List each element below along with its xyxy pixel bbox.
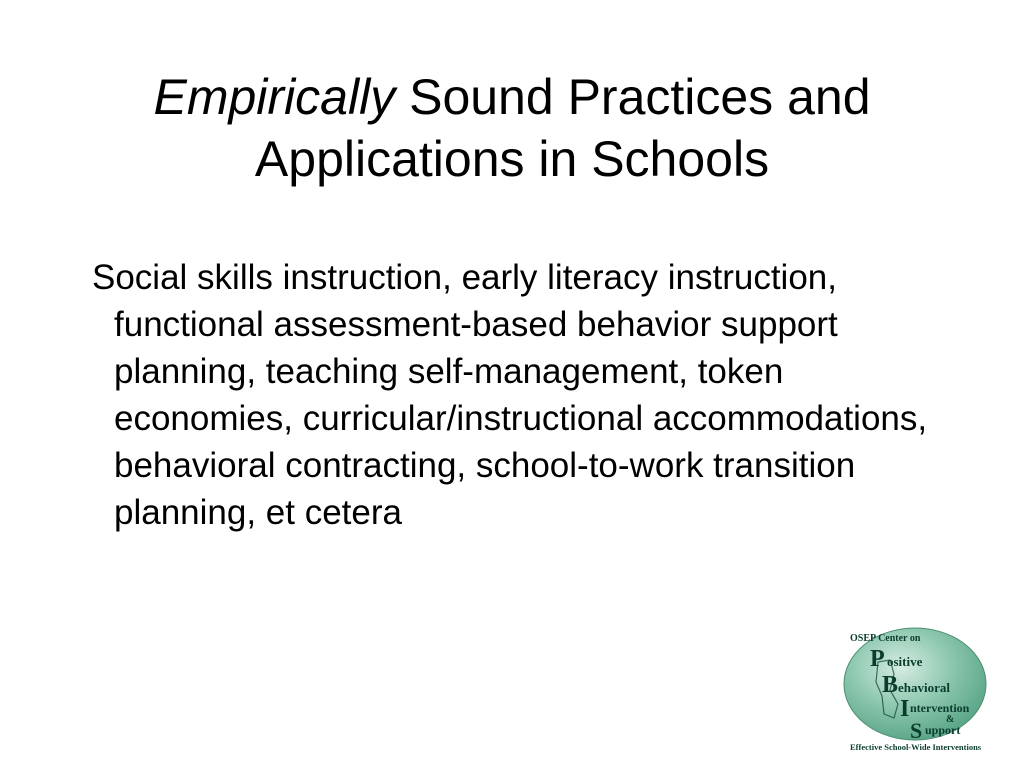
logo-letter-p: P [870, 646, 885, 672]
logo-letter-i: I [900, 696, 910, 722]
logo-letter-b: B [882, 672, 899, 698]
logo-ampersand: & [946, 714, 955, 725]
pbis-logo [838, 622, 1008, 752]
logo-word-support: upport [925, 723, 961, 737]
logo-word-behavioral: ehavioral [898, 680, 950, 695]
slide-title [60, 66, 964, 190]
title-emphasis: Empirically [153, 69, 396, 125]
title-rest: Sound Practices and Applications in Schools [254, 69, 871, 187]
logo-top-text: OSEP Center on [850, 633, 921, 644]
logo-letter-s: S [910, 718, 923, 743]
logo-word-positive: ositive [887, 654, 923, 669]
slide-body-text: Social skills instruction, early literacy instruction, functional assessment-based behavior support planning, teaching self-management, token economies, curricular/instructional accommodations, behavioral contracting, school-to-work transition planning, et cetera [92, 258, 928, 532]
logo-word-intervention: ntervention [910, 701, 970, 715]
logo-bottom-text: Effective School-Wide Interventions [850, 742, 982, 752]
